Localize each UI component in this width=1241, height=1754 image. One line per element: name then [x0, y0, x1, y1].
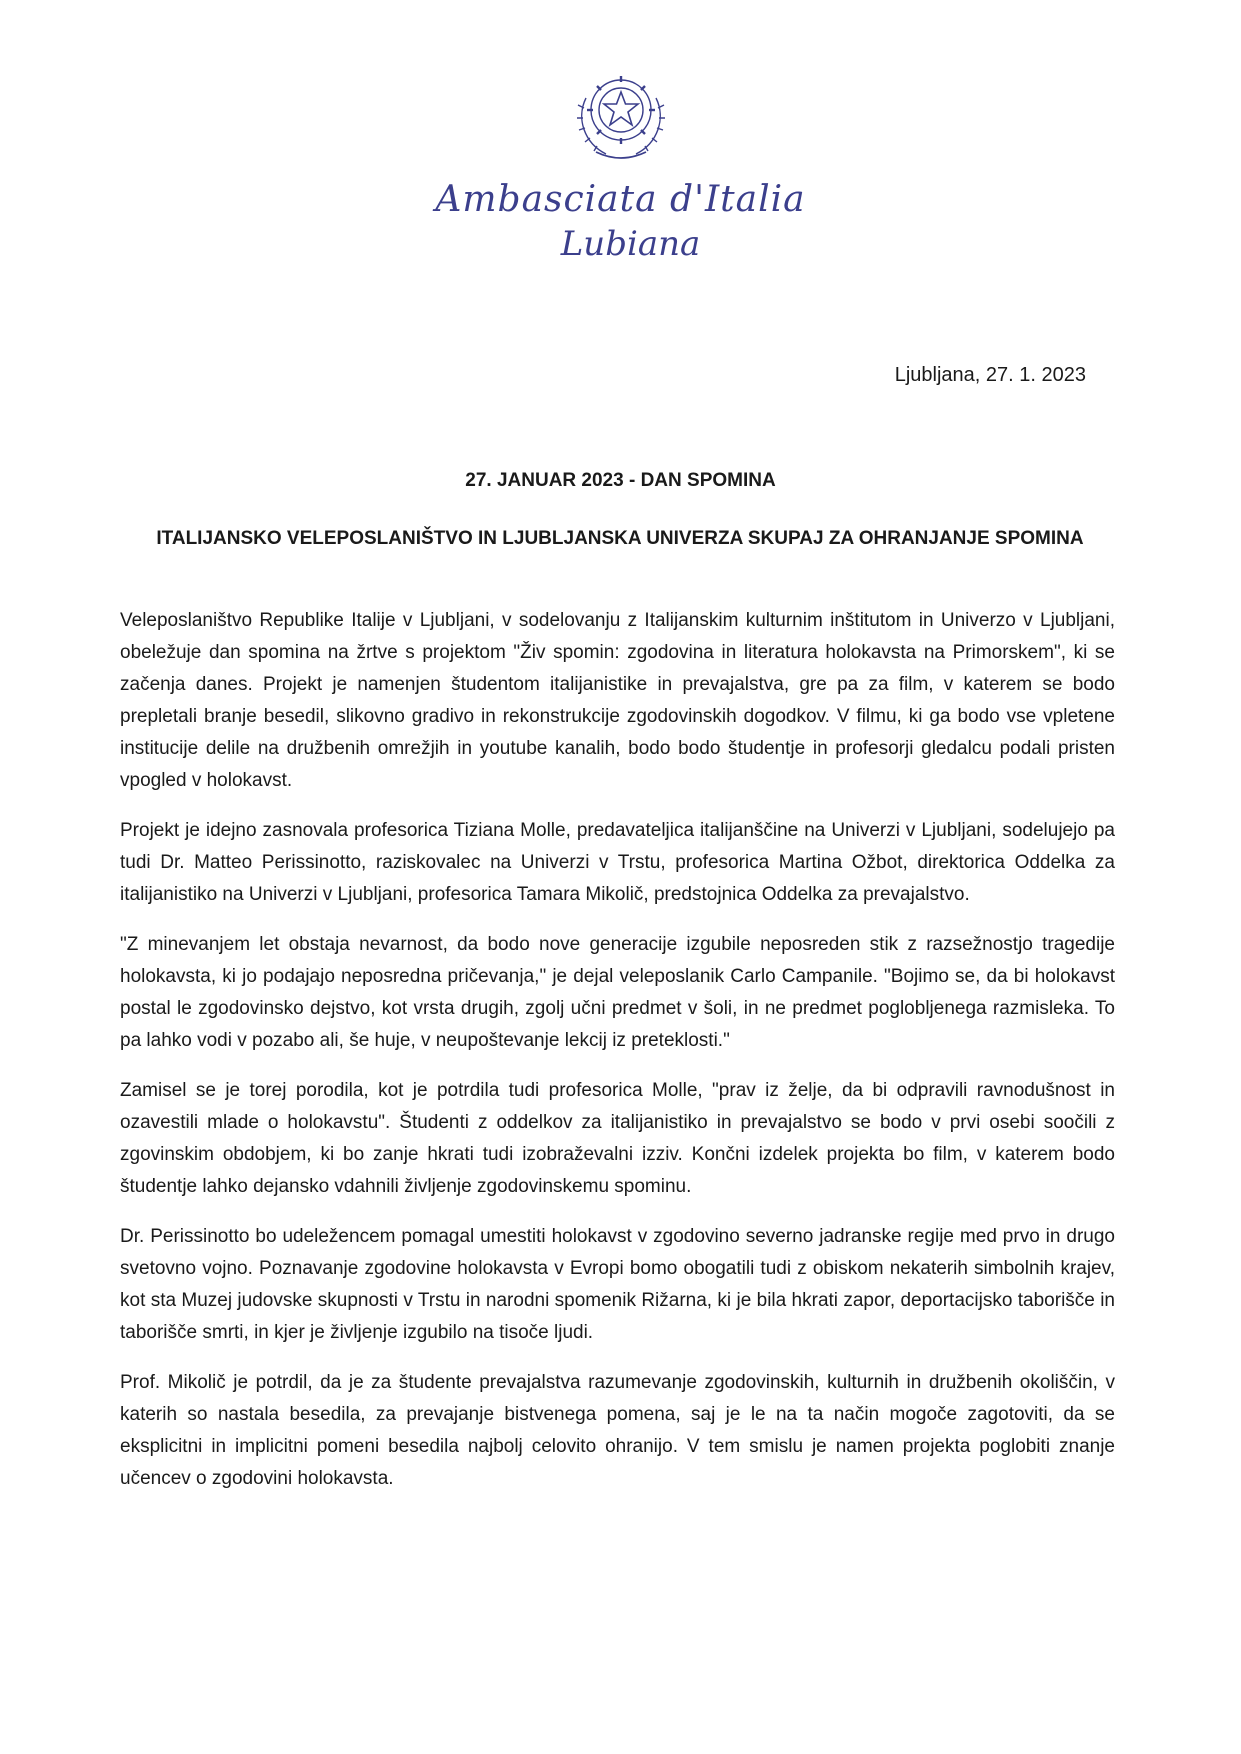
- document-date: Ljubljana, 27. 1. 2023: [894, 364, 1086, 386]
- embassy-name: Ambasciata d'Italia: [435, 179, 806, 220]
- body-paragraph: Projekt je idejno zasnovala profesorica Tiziana Molle, predavateljica italijanščine na Univerzi v Ljubljani, sodelujejo pa tudi Dr. Matteo Perissinotto, raziskovalec na Univerzi v Trstu, profesorica Martina Ožbot, direktorica Oddelka za italijanistiko na Univerzi v Ljubljani, profesorica Tamara Mikolič, predstojnica Oddelka za prevajalstvo.: [120, 820, 1115, 905]
- italian-republic-emblem-icon: [566, 58, 676, 168]
- letterhead: [0, 58, 1241, 266]
- body-paragraph: "Z minevanjem let obstaja nevarnost, da bodo nove generacije izgubile neposreden stik z razsežnostjo tragedije holokavsta, ki jo podajajo neposredna pričevanja," je dejal veleposlanik Carlo Campanile. "Bojimo se, da bi holokavst postal le zgodovinsko dejstvo, kot vrsta drugih, zgolj učni predmet v šoli, in ne predmet poglobljenega razmisleka. To pa lahko vodi v pozabo ali, še huje, v neupoštevanje lekcij iz preteklosti.": [120, 934, 1115, 1051]
- body-paragraph: Veleposlaništvo Republike Italije v Ljubljani, v sodelovanju z Italijanskim kulturnim inštitutom in Univerzo v Ljubljani, obeležuje dan spomina na žrtve s projektom "Živ spomin: zgodovina in literatura holokavsta na Primorskem", ki se začenja danes. Projekt je namenjen študentom italijanistike in prevajalstva, gre pa za film, v katerem se bodo prepletali branje besedil, slikovno gradivo in rekonstrukcije zgodovinskih dogodkov. V filmu, ki ga bodo vse vpletene institucije delile na družbenih omrežjih in youtube kanalih, bodo bodo študentje in profesorji gledalcu podali pristen vpogled v holokavst.: [120, 610, 1115, 791]
- document-subtitle: ITALIJANSKO VELEPOSLANIŠTVO IN LJUBLJANSKA UNIVERZA SKUPAJ ZA OHRANJANJE SPOMINA: [156, 528, 1084, 549]
- body-paragraph: Zamisel se je torej porodila, kot je potrdila tudi profesorica Molle, "prav iz želje, da bi odpravili ravnodušnost in ozavestili mlade o holokavstu". Študenti z oddelkov za italijanistiko in prevajalstvo se bodo v prvi osebi soočili z zgovinskim obdobjem, ki bo zanje hkrati tudi izobraževalni izziv. Končni izdelek projekta bo film, v katerem bodo študentje lahko dejansko vdahnili življenje zgodovinskemu spominu.: [120, 1080, 1115, 1197]
- document-title: 27. JANUAR 2023 - DAN SPOMINA: [465, 470, 776, 491]
- document-body: [120, 605, 1115, 1513]
- embassy-city: Lubiana: [560, 224, 701, 264]
- body-paragraph: Dr. Perissinotto bo udeležencem pomagal umestiti holokavst v zgodovino severno jadranske regije med prvo in drugo svetovno vojno. Poznavanje zgodovine holokavsta v Evropi bomo obogatili tudi z obiskom nekaterih simbolnih krajev, kot sta Muzej judovske skupnosti v Trstu in narodni spomenik Rižarna, ki je bila hkrati zapor, deportacijsko taborišče in taborišče smrti, in kjer je življenje izgubilo na tisoče ljudi.: [120, 1226, 1115, 1343]
- body-paragraph: Prof. Mikolič je potrdil, da je za študente prevajalstva razumevanje zgodovinskih, kulturnih in družbenih okoliščin, v katerih so nastala besedila, za prevajanje bistvenega pomena, saj je le na ta način mogoče zagotoviti, da se eksplicitni in implicitni pomeni besedila najbolj celovito ohranijo. V tem smislu je namen projekta poglobiti znanje učencev o zgodovini holokavsta.: [120, 1372, 1115, 1489]
